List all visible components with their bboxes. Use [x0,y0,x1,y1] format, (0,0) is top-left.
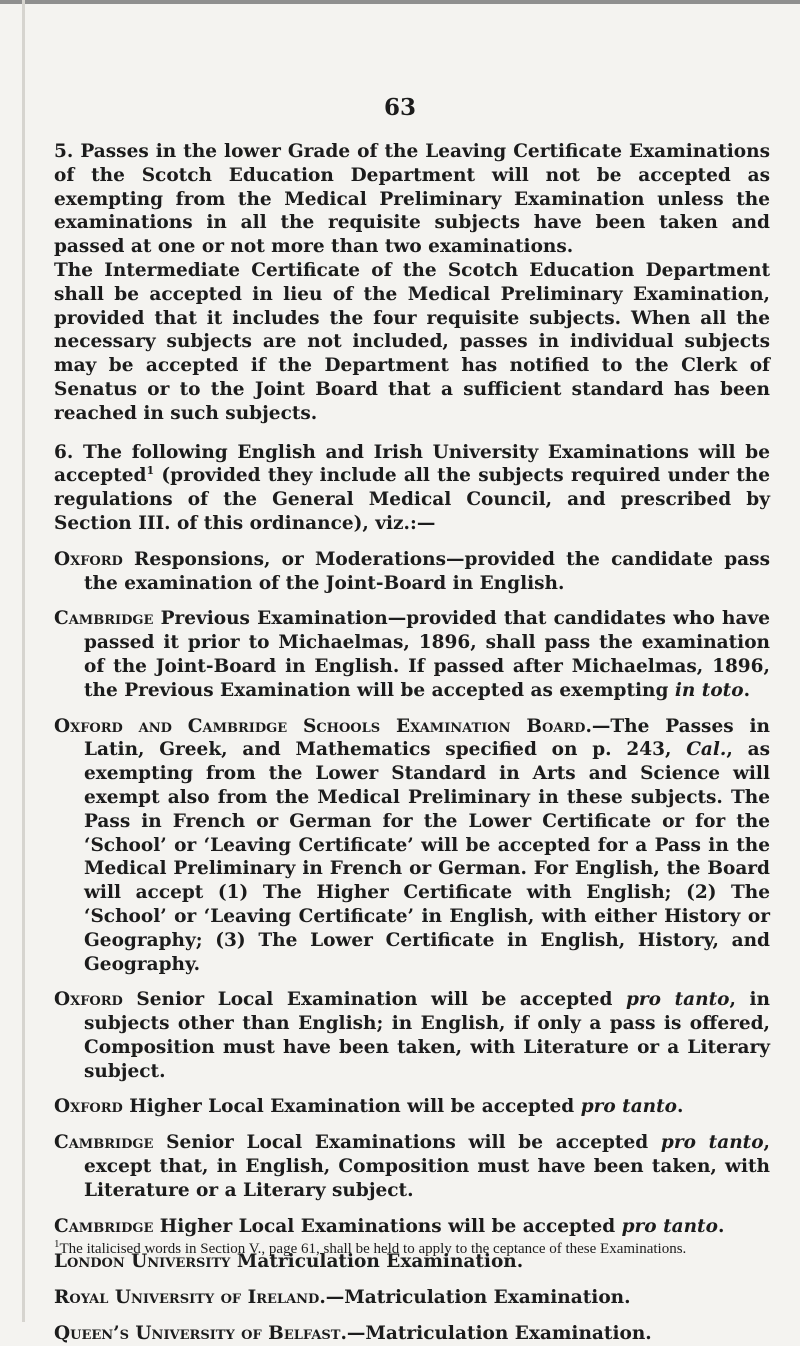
entry-tail: . [743,679,751,701]
entry-emphasis: pro tanto [625,989,730,1011]
list-item [54,607,770,702]
paragraph-6 [54,441,770,536]
entry-head: Cambridge [54,1132,154,1154]
entry-tail: , except that, in English, Composition must have been taken, with Literature or a Literary subject. [84,1132,770,1201]
entry-emphasis: pro tanto [580,1096,678,1118]
footnote [54,1240,770,1259]
footnote-text: The italicised words in Section V., page 61, shall be held to apply to the ceptance of these Examinations. [59,1241,687,1257]
entry-head: Oxford [54,989,123,1011]
entry-tail: . [717,1215,725,1237]
entry-tail: . [677,1096,684,1118]
entry-head: Cambridge [54,1215,154,1237]
list-item [54,715,770,977]
entry-head: London University [54,1251,231,1273]
entry-emphasis: in toto [674,679,744,701]
list-item [54,1322,770,1346]
entry-head: Oxford [54,1096,123,1118]
footnote-reference: 1 [146,464,155,478]
entry-head: Royal University of Ireland [54,1287,320,1309]
entry-tail: , in subjects other than English; in English, if only a pass is offered, Composition must have been taken, with Literature or a Literary subject. [84,989,770,1082]
entry-text: Senior Local Examination will be accepted [122,989,626,1011]
entry-head: Cambridge [54,608,154,630]
scan-top-edge [0,0,800,4]
list-item [54,1286,770,1310]
entry-head: Queen’s University of Belfast [54,1323,341,1345]
entry-text: Matriculation Examination. [230,1251,524,1273]
list-item [54,988,770,1083]
entry-text: Higher Local Examinations will be accepted [153,1215,622,1237]
entry-head: Oxford and Cambridge Schools Examination Board [54,715,586,737]
scan-gutter [22,0,25,1322]
entry-tail: , as exempting from the Lower Standard in Arts and Science will exempt also from the Medical Preliminary in these subjects. The Pass in French or German for the Lower Certificate or for the ‘School’ or ‘Leaving Certificate’ will be accepted for a Pass in the Medical Preliminary in French or German. For English, the Board will accept (1) The Higher Certificate with English; (2) The ‘School’ or ‘Leaving Certificate’ in English, with either History or Geography; (3) The Lower Certificate in English, History, and Geography. [84,739,770,975]
entry-text: Previous Examination—provided that candidates who have passed it prior to Michaelmas, 1896, shall pass the examination of the Joint-Board in English. If passed after Michaelmas, 1896, the Previous Examination will be accepted as exempting [84,608,770,701]
entry-emphasis: pro tanto [660,1132,764,1154]
entry-text: .—Matriculation Examination. [340,1323,652,1345]
examination-list [54,548,770,1346]
entry-text: .—Matriculation Examination. [319,1287,631,1309]
entry-emphasis: pro tanto [621,1215,718,1237]
entry-text: Responsions, or Moderations—provided the candidate pass the examination of the Joint-Board in English. [84,548,770,594]
entry-text: Senior Local Examinations will be accepted [153,1132,661,1154]
paragraph-5-intermediate: The Intermediate Certificate of the Scotch Education Department shall be accepted in lieu of the Medical Preliminary Examination, provided that it includes the four requisite subjects. When all the necessary subjects are not included, passes in individual subjects may be accepted if the Department has notified to the Clerk of Senatus or to the Joint Board that a sufficient standard has been reached in such subjects. [54,259,770,424]
list-item [54,1215,770,1239]
page-body [54,140,770,1346]
list-item [54,1095,770,1119]
entry-head: Oxford [54,548,123,570]
list-item [54,1131,770,1202]
footnote-marker: 1 [54,1238,60,1250]
entry-emphasis: Cal. [686,739,727,761]
paragraph-6-text: 6. The following English and Irish University Examinations will be accepted [54,441,770,487]
list-item [54,548,770,596]
paragraph-5: 5. Passes in the lower Grade of the Leaving Certificate Examinations of the Scotch Education Department will not be accepted as exempting from the Medical Preliminary Examination unless the examinations in all the requisite subjects have been taken and passed at one or not more than two examinations. [54,141,770,258]
page-number: 63 [383,94,416,121]
paragraph-6-text-cont: (provided they include all the subjects required under the regulations of the General Medical Council, and prescribed by Section III. of this ordinance), viz.:— [54,465,770,534]
entry-text: .—The Passes in Latin, Greek, and Mathematics specified on p. 243, [84,715,770,761]
entry-text: Higher Local Examination will be accepted [122,1096,581,1118]
